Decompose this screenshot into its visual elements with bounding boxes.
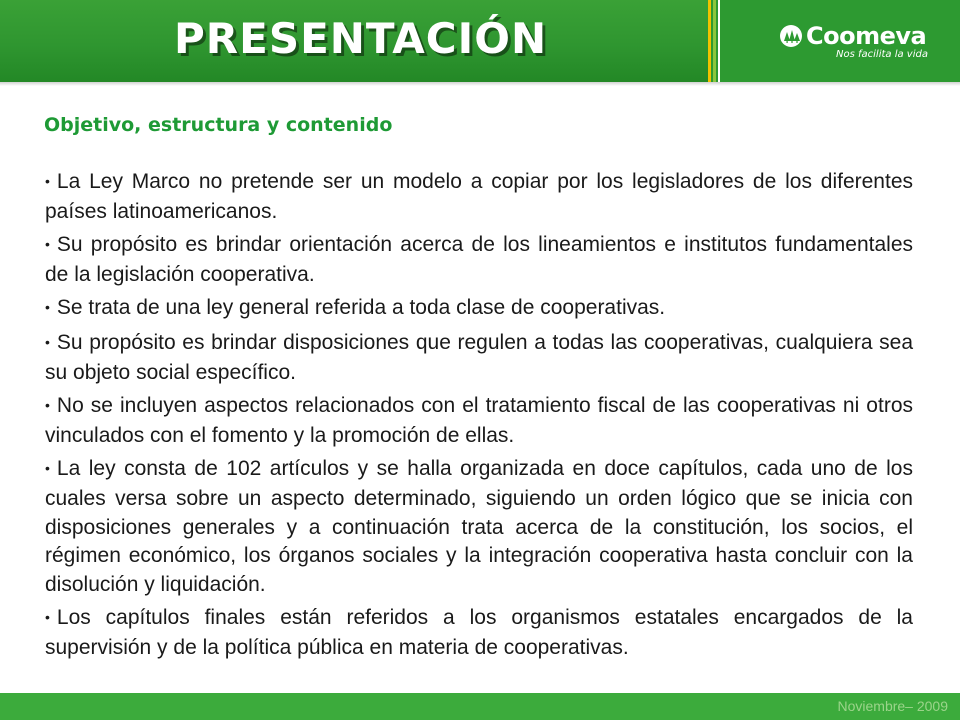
bullet-item	[45, 294, 913, 324]
section-subtitle: Objetivo, estructura y contenido	[44, 114, 393, 136]
bullet-item	[45, 392, 913, 450]
bullet-dot-icon: •	[45, 236, 50, 253]
brand-tagline: Nos facilita la vida	[836, 49, 928, 60]
bullet-item	[45, 604, 913, 662]
bullet-item	[45, 231, 913, 289]
bullet-item	[45, 455, 913, 599]
footer-date: Noviembre– 2009	[837, 698, 948, 714]
footer-bar	[0, 693, 960, 720]
bullet-text: La Ley Marco no pretende ser un modelo a copiar por los legisladores de los diferentes países latinoamericanos.	[45, 170, 913, 223]
bullet-list	[45, 168, 913, 668]
bullet-dot-icon: •	[45, 460, 50, 477]
bullet-text: Su propósito es brindar disposiciones que regulen a todas las cooperativas, cualquiera sea su objeto social específico.	[45, 330, 913, 384]
brand-logo	[778, 21, 953, 61]
bullet-dot-icon: •	[45, 173, 50, 189]
bullet-text: No se incluyen aspectos relacionados con el tratamiento fiscal de las cooperativas ni otros vinculados con el fomento y la promoción de ellas.	[45, 394, 913, 447]
page-title: PRESENTACIÓN	[174, 14, 548, 63]
bullet-dot-icon: •	[45, 333, 50, 350]
bullet-text: Se trata de una ley general referida a toda clase de cooperativas.	[56, 296, 666, 320]
brand-name: Coomeva	[806, 22, 927, 50]
bullet-dot-icon: •	[45, 299, 50, 316]
bullet-dot-icon: •	[45, 609, 50, 626]
bullet-item	[45, 168, 913, 226]
bullet-item	[45, 329, 913, 387]
header-shadow	[0, 82, 960, 86]
bullet-text: La ley consta de 102 artículos y se halla organizada en doce capítulos, cada uno de los cuales versa sobre un aspecto determinado, siguiendo un orden lógico que se inicia con disposiciones generales y a continuación trata acerca de la constitución, los socios, el régimen económico, los órganos sociales y la integración cooperativa hasta concluir con la disolución y liquidación.	[45, 457, 913, 596]
accent-stripe-white	[718, 0, 720, 82]
accent-stripe-yellow	[708, 0, 711, 82]
bullet-text: Los capítulos finales están referidos a los organismos estatales encargados de la supervisión y de la política pública en materia de cooperativas.	[45, 606, 913, 659]
bullet-dot-icon: •	[45, 397, 50, 414]
bullet-text: Su propósito es brindar orientación acerca de los lineamientos e institutos fundamentales de la legislación cooperativa.	[45, 233, 913, 286]
accent-stripe-green	[713, 0, 716, 82]
tree-logo-icon	[778, 25, 804, 47]
